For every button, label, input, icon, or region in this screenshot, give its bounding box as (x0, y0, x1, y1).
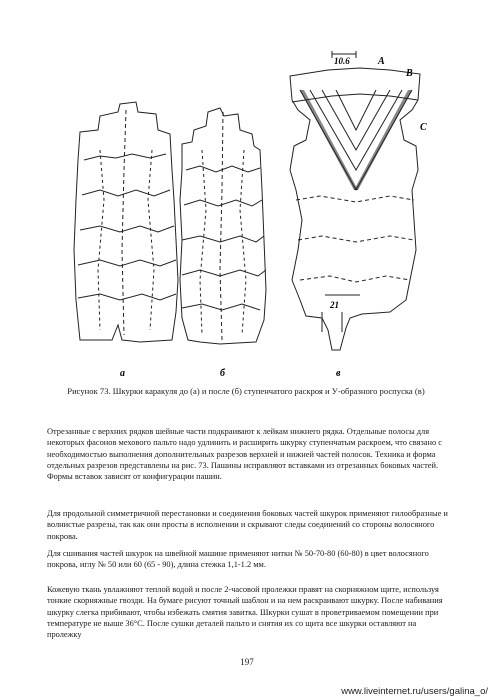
pelt-a-drawing (74, 102, 178, 342)
figure-caption: Рисунок 73. Шкурки каракуля до (а) и после (б) ступенчатого раскроя и У-образного роспуска (в) (67, 386, 425, 396)
marker-b: B (406, 68, 413, 79)
panel-label-a: а (120, 368, 125, 379)
dimension-top: 10.6 (334, 56, 350, 66)
pelt-v-drawing (290, 51, 420, 350)
paragraph-1: Отрезанные с верхних рядков шейные части подкраивают к лейкам нижнего рядка. Отдельные полосы для некоторых фасонов мехового пальто надо удлинить и расширить шкурку ступенчатым раскроем, что связано с необходимостью выполнения дополнительных разрезов верхней и нижней частей полосок. Техника и форма отдельных разрезов представлены на рис. 73. Пашины исправляют вставками из отрезанных боковых частей. Формы вставок зависят от конфигурации пашин. (47, 427, 442, 482)
panel-label-v: в (336, 368, 341, 379)
pelt-b-drawing (180, 108, 266, 344)
marker-a: A (378, 56, 385, 67)
page-number: 197 (240, 657, 254, 667)
pelt-illustration (60, 50, 435, 380)
footer-url[interactable]: www.liveinternet.ru/users/galina_o/ (341, 686, 488, 697)
figure-73 (60, 50, 435, 380)
marker-c: C (420, 122, 427, 133)
paragraph-4: Кожевую ткань увлажняют теплой водой и после 2-часовой пролежки правят на скорняжном щите, используя тонкие скорняжные гвозди. На бумаге рисуют точный шаблон и на нем раскраивают шкурку. После набивания шкурку слегка прибивают, чтобы избежать смятия завитка. Шкурки сушат в проветриваемом помещении при температуре не выше 36°С. После сушки деталей пальто и снятия их со щита все шкурки оставляют на пролежку (47, 585, 443, 640)
paragraph-3: Для сшивания частей шкурок на швейной машине применяют нитки № 50-70-80 (60-80) в цвет волосяного покрова, иглу № 50 или 60 (65 - 90), длина стежка 1,1-1.2 мм. (47, 549, 429, 570)
dimension-bottom: 21 (330, 300, 339, 310)
paragraph-2: Для продольной симметричной перестановки и соединения боковых частей шкурок применяют гилообразные и волнистые разрезы, так как они просты в исполнении и скрывают следы соединений со стороны волосяного покрова. (47, 509, 448, 541)
panel-label-b: б (220, 368, 225, 379)
